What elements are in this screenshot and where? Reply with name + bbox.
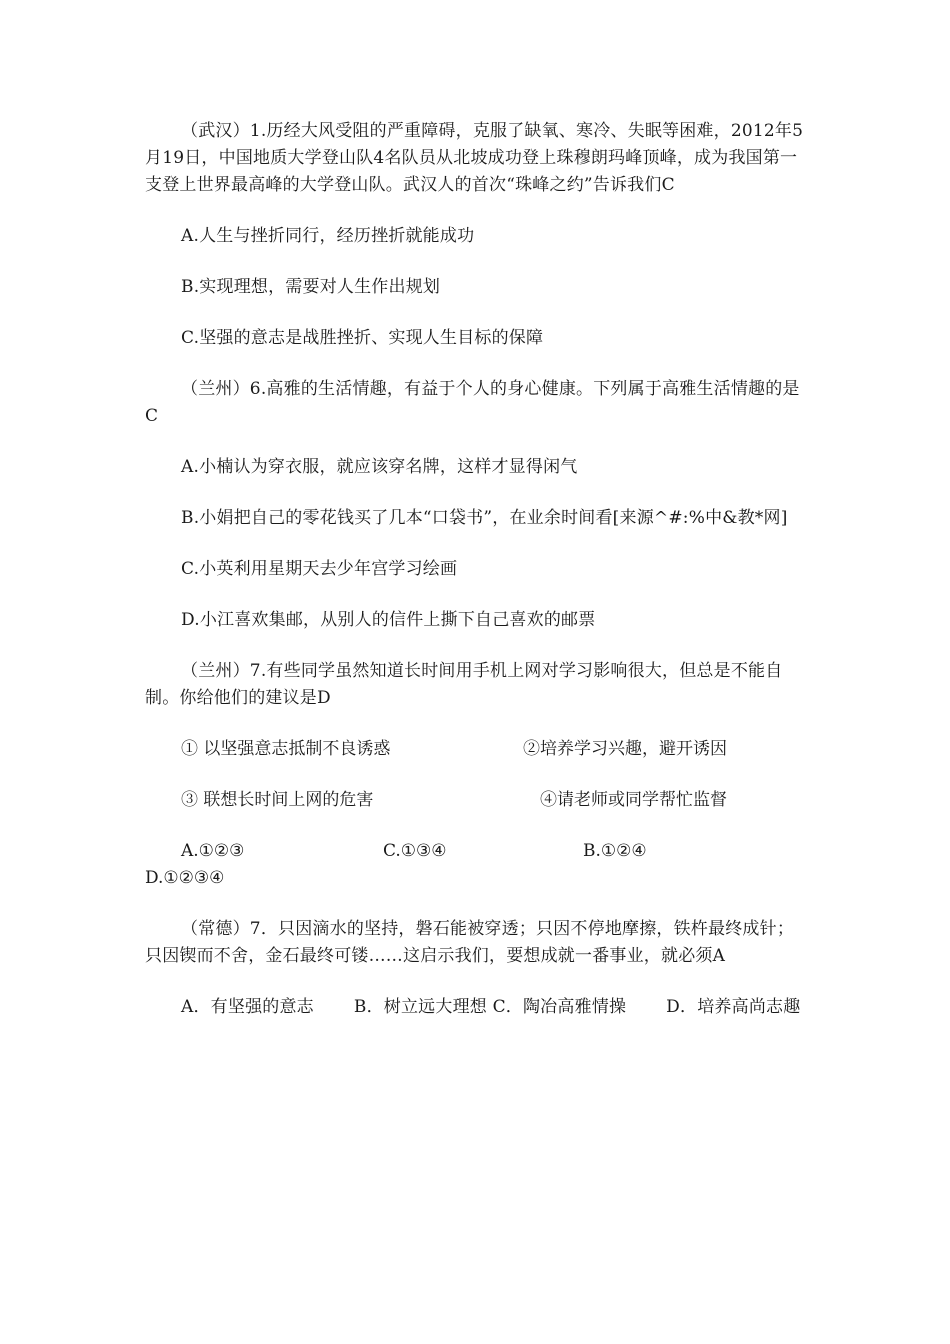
question-lanzhou-7-items-row-1	[145, 736, 810, 763]
question-lanzhou-6-option-b: B.小娟把自己的零花钱买了几本“口袋书”，在业余时间看[来源^#:%中&教*网]	[181, 508, 788, 528]
question-lanzhou-7-choices	[145, 838, 810, 892]
choice-a: A.①②③	[181, 841, 245, 861]
document-body	[145, 118, 810, 1045]
question-lanzhou-6-option-d: D.小江喜欢集邮，从别人的信件上撕下自己喜欢的邮票	[181, 610, 596, 630]
question-changde-7-options: A．有坚强的意志 B．树立远大理想 C．陶冶高雅情操 D．培养高尚志趣	[181, 997, 801, 1017]
item-2: ②培养学习兴趣，避开诱因	[523, 739, 727, 759]
question-changde-7-stem: （常德）7．只因滴水的坚持，磐石能被穿透；只因不停地摩擦，铁杵最终成针；只因锲而不舍，金石最终可镂……这启示我们，要想成就一番事业，就必须A	[145, 919, 795, 966]
choice-b: B.①②④	[583, 841, 647, 861]
question-lanzhou-6-stem: （兰州）6.高雅的生活情趣，有益于个人的身心健康。下列属于高雅生活情趣的是C	[145, 379, 800, 426]
question-lanzhou-6-option-a: A.小楠认为穿衣服，就应该穿名牌，这样才显得闲气	[181, 457, 578, 477]
choice-d: D.①②③④	[145, 868, 225, 888]
choice-c: C.①③④	[383, 841, 447, 861]
item-4: ④请老师或同学帮忙监督	[540, 790, 727, 810]
question-wuhan-1-option-c: C.坚强的意志是战胜挫折、实现人生目标的保障	[181, 328, 544, 348]
question-wuhan-1-option-b: B.实现理想，需要对人生作出规划	[181, 277, 441, 297]
question-lanzhou-6-option-c: C.小英利用星期天去少年宫学习绘画	[181, 559, 458, 579]
question-wuhan-1-option-a: A.人生与挫折同行，经历挫折就能成功	[181, 226, 475, 246]
item-3: ③ 联想长时间上网的危害	[181, 790, 374, 810]
item-1: ① 以坚强意志抵制不良诱惑	[181, 739, 391, 759]
question-lanzhou-7-items-row-2	[145, 787, 810, 814]
question-wuhan-1-stem: （武汉）1.历经大风受阻的严重障碍，克服了缺氧、寒冷、失眠等困难，2012年5月19日，中国地质大学登山队4名队员从北坡成功登上珠穆朗玛峰顶峰，成为我国第一支登上世界最高峰的大学登山队。武汉人的首次“珠峰之约”告诉我们C	[145, 121, 804, 195]
question-lanzhou-7-stem: （兰州）7.有些同学虽然知道长时间用手机上网对学习影响很大，但总是不能自制。你给他们的建议是D	[145, 661, 783, 708]
